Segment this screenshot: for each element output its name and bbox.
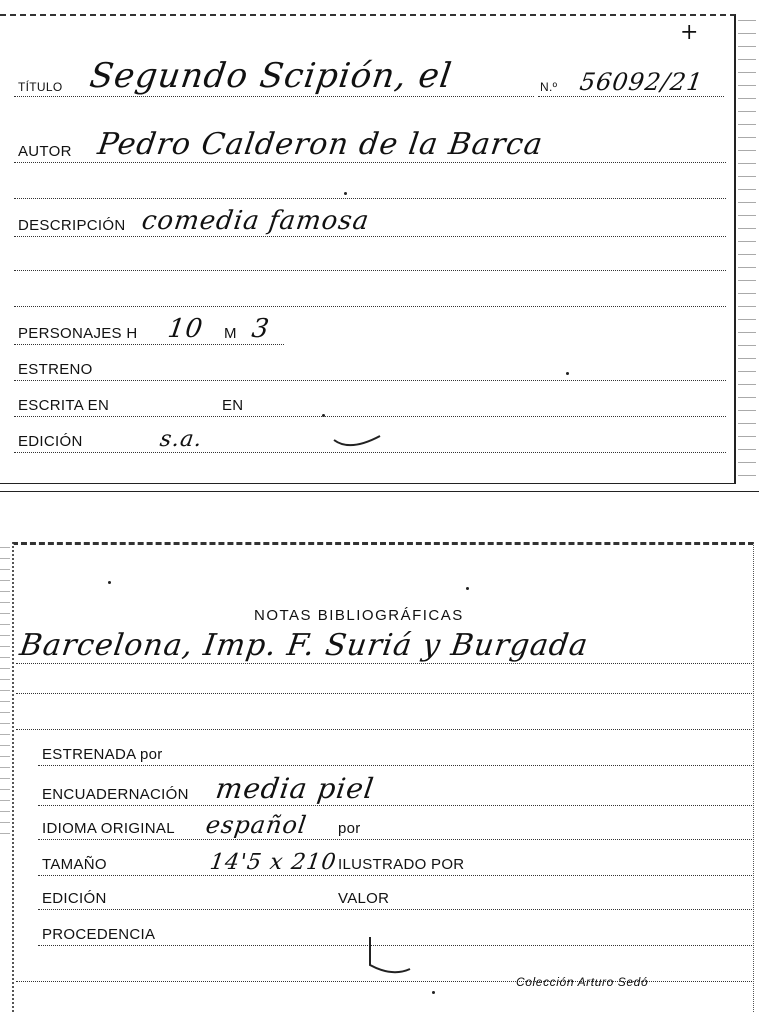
autor-extra-line: [14, 198, 726, 199]
autor-row: [14, 127, 726, 163]
procedencia-label: PROCEDENCIA: [42, 926, 156, 943]
tamano-value: 14'5 x 210: [208, 850, 339, 875]
descripcion-label: DESCRIPCIÓN: [18, 217, 126, 234]
edicion-back-label: EDICIÓN: [42, 890, 107, 907]
tamano-label: TAMAÑO: [42, 856, 107, 873]
notas-line-3: [16, 729, 752, 730]
edicion-value: s.a.: [158, 427, 205, 452]
personajes-m-label: M: [224, 325, 237, 342]
encuadernacion-label: ENCUADERNACIÓN: [42, 786, 189, 803]
card-edge-texture-left: [0, 542, 10, 842]
idioma-row: [38, 809, 752, 840]
estrenada-row: [38, 737, 752, 766]
encuadernacion-value: media piel: [213, 772, 377, 805]
autor-label: AUTOR: [18, 143, 72, 160]
corner-mark: +: [680, 20, 699, 45]
valor-label: VALOR: [338, 890, 390, 907]
speck: [322, 414, 325, 417]
titulo-value: Segundo Scipión, el: [87, 56, 455, 96]
numero-row: [538, 64, 724, 97]
personajes-label: PERSONAJES H: [18, 325, 138, 342]
escrita-row: [14, 388, 726, 417]
descripcion-value: comedia famosa: [139, 206, 372, 236]
stamp-stroke: [362, 933, 432, 983]
en-label: EN: [222, 397, 244, 414]
descripcion-row: [14, 206, 726, 237]
tamano-row: [38, 845, 752, 876]
speck: [344, 192, 347, 195]
stamp-stroke: [330, 420, 390, 450]
edicion-label: EDICIÓN: [18, 433, 83, 450]
notas-line-2: [16, 693, 752, 694]
catalog-card-front: [0, 14, 736, 484]
descripcion-extra-line-2: [14, 306, 726, 307]
card-edge-texture: [738, 14, 756, 484]
estreno-row: [14, 352, 726, 381]
ilustrado-label: ILUSTRADO POR: [338, 856, 465, 873]
idioma-label: IDIOMA ORIGINAL: [42, 820, 175, 837]
por-label: por: [338, 820, 361, 837]
numero-value: 56092/21: [578, 68, 705, 96]
notas-row: [16, 627, 752, 664]
estreno-label: ESTRENO: [18, 361, 93, 378]
speck: [108, 581, 111, 584]
escrita-en-label: ESCRITA EN: [18, 397, 110, 414]
personajes-h-value: 10: [165, 314, 206, 344]
numero-label: N.º: [540, 80, 558, 94]
catalog-card-back: [12, 542, 754, 1012]
notas-heading: NOTAS BIBLIOGRÁFICAS: [254, 607, 464, 624]
notas-value: Barcelona, Imp. F. Suriá y Burgada: [17, 628, 591, 663]
card-divider: [0, 491, 759, 492]
coleccion-credit: Colección Arturo Sedó: [516, 975, 649, 989]
estrenada-label: ESTRENADA por: [42, 746, 163, 763]
speck: [432, 991, 435, 994]
descripcion-extra-line-1: [14, 270, 726, 271]
autor-value: Pedro Calderon de la Barca: [95, 127, 546, 162]
idioma-value: español: [204, 811, 309, 839]
titulo-row: [14, 56, 534, 97]
personajes-m-value: 3: [249, 314, 272, 344]
speck: [466, 587, 469, 590]
edicion-back-row: [38, 881, 752, 910]
speck: [566, 372, 569, 375]
encuadernacion-row: [38, 773, 752, 806]
titulo-label: TÍTULO: [18, 80, 63, 94]
personajes-row: [14, 314, 284, 345]
